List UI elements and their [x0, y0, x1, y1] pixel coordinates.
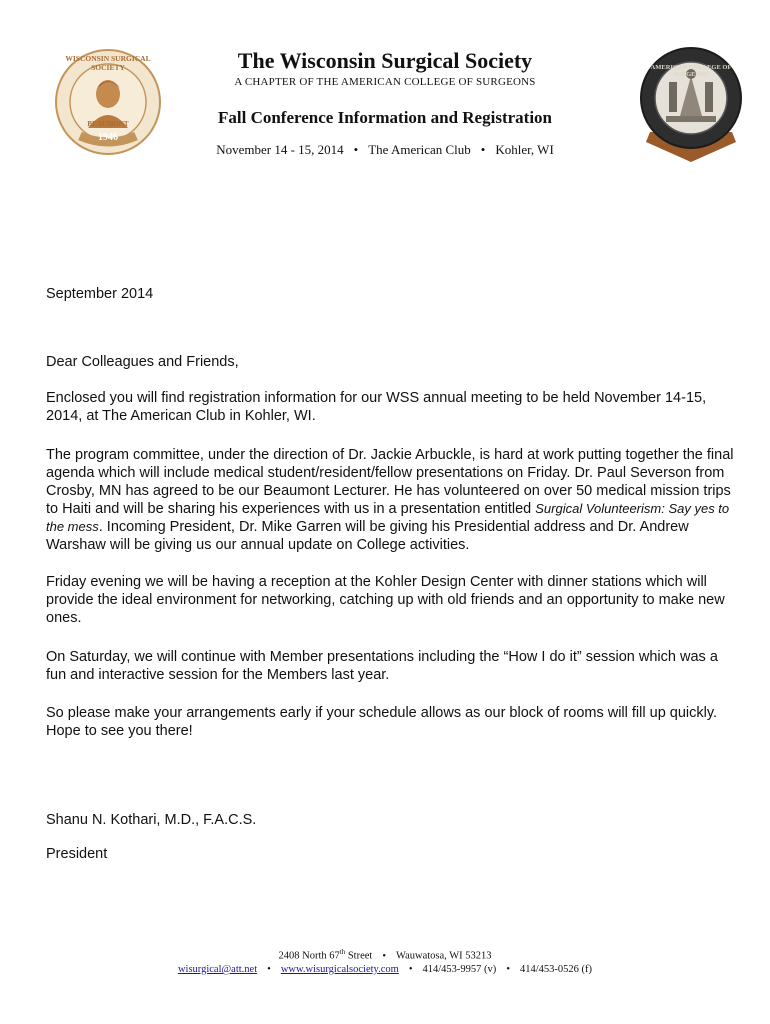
- seal-year: 1946: [98, 132, 118, 143]
- bullet-separator: •: [382, 950, 387, 962]
- conference-city: Kohler, WI: [495, 142, 554, 157]
- footer-phone: 414/453-9957 (v): [422, 964, 497, 975]
- bullet-separator: •: [408, 964, 413, 975]
- conference-venue: The American Club: [368, 142, 471, 157]
- footer-contact: [0, 964, 770, 975]
- footer-fax: 414/453-0526 (f): [520, 964, 593, 975]
- seal-text-top: WISCONSIN SURGICAL SOCIETY: [65, 54, 151, 72]
- footer-street-suffix: th: [339, 948, 346, 956]
- paragraph-registration: Enclosed you will find registration information for our WSS annual meeting to be held November 14-15, 2014, at The American Club in Kohler, WI.: [46, 390, 707, 424]
- email-link[interactable]: wisurgical@att.net: [177, 964, 258, 975]
- paragraph-arrangements: So please make your arrangements early if your schedule allows as our block of rooms will fill up quickly. Hope to see you there!: [46, 705, 718, 739]
- footer-street-number: 2408 North 67: [278, 950, 340, 962]
- footer-city: Wauwatosa, WI 53213: [396, 950, 492, 962]
- letter-greeting: Dear Colleagues and Friends,: [46, 354, 239, 370]
- conference-dates: November 14 - 15, 2014: [216, 142, 344, 157]
- paragraph-program: [46, 446, 736, 554]
- conference-meta: [0, 142, 770, 158]
- letter-date: September 2014: [46, 286, 154, 302]
- bullet-separator: •: [267, 964, 271, 975]
- paragraph-saturday: On Saturday, we will continue with Member presentations including the “How I do it” session which was a fun and interactive session for the Members last year.: [46, 649, 718, 683]
- seal-text-bottom: BEAUMONT: [87, 120, 129, 128]
- page-title: The Wisconsin Surgical Society: [237, 48, 533, 73]
- paragraph-program-text-b: . Incoming President, Dr. Mike Garren will be giving his Presidential address and Dr. Andrew Warshaw will be giving us our annual update on College activities.: [46, 519, 689, 553]
- page-subtitle: A CHAPTER OF THE AMERICAN COLLEGE OF SURGEONS: [234, 76, 536, 88]
- presentation-title: Surgical Volunteerism: Say yes to the mess: [46, 501, 730, 534]
- seal-text: AMERICAN COLLEGE OF SURGEONS: [650, 64, 732, 78]
- footer-address: [0, 948, 770, 962]
- website-link[interactable]: www.wisurgicalsociety.com: [280, 964, 399, 975]
- paragraph-program-text-a: The program committee, under the direction of Dr. Jackie Arbuckle, is hard at work putting together the final agenda which will include medical student/resident/fellow presentations on Friday. Dr. Paul Severson from Crosby, MN has agreed to be our Beaumont Lecturer. He has volunteered on over 50 medical mission trips to Haiti and will be sharing his experiences with us in a presentation entitled: [46, 447, 734, 517]
- paragraph-reception: Friday evening we will be having a reception at the Kohler Design Center with dinner stations which will provide the ideal environment for networking, catching up with old friends and an opportunity to make new ones.: [46, 574, 725, 626]
- signer-title: President: [46, 846, 108, 862]
- signer-name: Shanu N. Kothari, M.D., F.A.C.S.: [46, 812, 257, 828]
- bullet-separator: •: [506, 964, 510, 975]
- footer-street: Street: [345, 950, 373, 962]
- bullet-separator: •: [353, 142, 359, 157]
- conference-title: Fall Conference Information and Registration: [218, 108, 552, 127]
- bullet-separator: •: [480, 142, 486, 157]
